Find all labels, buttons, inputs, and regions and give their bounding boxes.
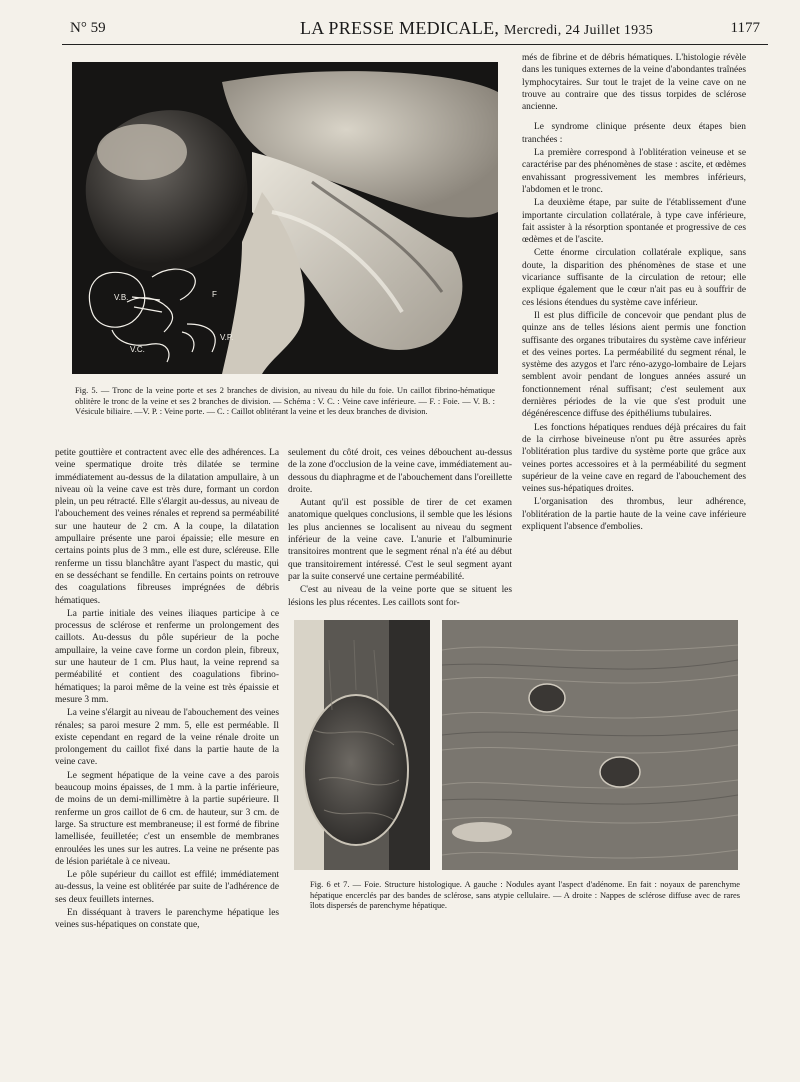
journal-name: LA PRESSE MEDICALE, xyxy=(300,18,500,38)
paragraph: més de fibrine et de débris hématiques. L'histologie révèle dans les tuniques externes de la veine d'abondantes traînées lymphocytaires. Sur tout le trajet de la veine cave on ne trouve au contraire que des tissus torpides de sclérose ancienne. xyxy=(522,53,746,113)
right-column xyxy=(522,52,746,534)
paragraph: seulement du côté droit, ces veines débouchent au-dessus de la zone d'occlusion de la veine cave, immédiatement au-dessous du diaphragme et de l'abouchement dans l'oreillette droite. xyxy=(288,448,512,495)
paragraph: La première correspond à l'oblitération veineuse et se caractérise par des phénomènes de stase : ascite, et œdèmes envahissant progressivement les membres inférieurs, l'abdomen et le tronc. xyxy=(522,148,746,195)
schema-label-vc: V.C. xyxy=(130,345,145,354)
figure-7-photo xyxy=(442,620,738,870)
paragraph: Le pôle supérieur du caillot est effilé; immédiatement au-dessus, la veine est oblitérée par suite de l'adhérence de ses deux feuillets internes. xyxy=(55,870,279,905)
schema-label-vp: V.P. xyxy=(220,333,234,342)
figure-6-7-caption: Fig. 6 et 7. — Foie. Structure histologique. A gauche : Nodules ayant l'aspect d'adénome. En fait : noyaux de parenchyme hépatique encerclés par des bandes de sclérose, sans atypie cellulaire. — A droite : Nappes de sclérose diffuse avec de rares îlots dispersés de parenchyme hépatique. xyxy=(310,880,740,911)
paragraph: Autant qu'il est possible de tirer de cet examen anatomique quelques conclusions, il semble que les lésions les plus anciennes se localisent au niveau du segment inférieur de la veine cave. L'anurie et l'albuminurie transitoires montrent que le segment rénal n'a été au début que transitoirement intéressé. C'est le seul segment ayant par la suite conservé une certaine perméabilité. xyxy=(288,498,512,582)
left-column xyxy=(55,447,279,933)
paragraph: Le syndrome clinique présente deux étapes bien tranchées : xyxy=(522,122,746,145)
figure-5-caption: Fig. 5. — Tronc de la veine porte et ses 2 branches de division, au niveau du hile du foie. Un caillot fibrino-hématique oblitère le tronc de la veine et ses 2 branches de division. — Schéma : V. C. : Veine cave inférieure. — F. : Foie. — V. B. : Vésicule biliaire. —V. P. : Veine porte. — C. : Caillot oblitérant la veine et les deux branches de division. xyxy=(75,386,495,417)
paragraph: La partie initiale des veines iliaques participe à ce processus de sclérose et renferme un prolongement des caillots. Au-dessus du pôle supérieur de la poche ampullaire, la veine cave forme un cordon plein, fibreux, sur une hauteur de 1 cm. Plus haut, la veine reprend sa perméabilité et contient des coagulations fibrino-hématiques; la paroi même de la veine est très épaissie et mesure 3 mm. xyxy=(55,608,279,705)
page-number: 1177 xyxy=(730,20,760,36)
figure-6-photo xyxy=(294,620,430,870)
schema-label-vb: V.B. xyxy=(114,293,129,302)
journal-title xyxy=(300,18,653,39)
issue-date: Mercredi, 24 Juillet 1935 xyxy=(504,23,654,38)
schema-label-f: F xyxy=(212,290,217,299)
paragraph: La veine s'élargit au niveau de l'abouchement des veines rénales; sa paroi mesure 2 mm. 5, elle est perméable. Il existe cependant en regard de la veine rénale droite un prolongement du caillot fixé dans la partie haute de la veine cave. xyxy=(55,708,279,768)
paragraph: Les fonctions hépatiques rendues déjà précaires du fait de la cirrhose biveineuse n'ont pu être assurées après l'oblitération plus tardive du système porte que grâce aux veines portes accessoires et à la perméabilité du segment supérieur de la veine cave en regard de l'abouchement des veines sus-hépatiques droites. xyxy=(522,422,746,495)
paragraph: La deuxième étape, par suite de l'établissement d'une importante circulation collatérale, à type cave inférieure, fait assister à la résorption spontanée et progressive de ces œdèmes et de l'ascite. xyxy=(522,198,746,246)
paragraph: Cette énorme circulation collatérale explique, sans doute, la disparition des phénomènes de stase et une vicariance suffisante de la circulation de retour; elle explique également que le cœur n'ait pas eu à souffrir de ces lésions étendues du système cave inférieur. xyxy=(522,248,746,308)
middle-column xyxy=(288,447,512,610)
paragraph: L'organisation des thrombus, leur adhérence, l'oblitération de la partie haute de la veine cave inférieure expliquent l'absence d'embolies. xyxy=(522,497,746,532)
paragraph: Il est plus difficile de concevoir que pendant plus de quinze ans de telles lésions aient permis une fonction suffisante des organes tributaires du système cave inférieur et des veines portes. La perméabilité du segment rénal, le système des azygos et l'arc réno-azygo-lombaire de Lejars semblent avoir pendant de longues années assuré un fonctionnement rénal suffisant; c'est seulement aux dernières périodes de la vie que s'est produit une dégénérescence diffuse des épithéliums tubulaires. xyxy=(522,310,746,420)
paragraph: En disséquant à travers le parenchyme hépatique les veines sus-hépatiques on constate que, xyxy=(55,907,279,931)
paragraph: Le segment hépatique de la veine cave a des parois beaucoup moins épaisses, de 1 mm. à la partie inférieure, de moins de un demi-millimètre à la partie supérieure. Il renferme un gros caillot de 6 cm. de hauteur, sur 3 cm. de large. Sa structure est membraneuse; il est formé de fibrine lamellisée, feuilletée; c'est un ensemble de membranes enroulées les unes sur les autres. La veine ne présente pas de lésion pariétale à ce niveau. xyxy=(55,770,279,867)
page-header xyxy=(62,18,768,42)
issue-number: N° 59 xyxy=(70,20,106,36)
paragraph: petite gouttière et contractent avec elle des adhérences. La veine spermatique droite très dilatée se termine immédiatement au-dessus de la dilatation ampullaire, à un niveau où la veine cave est très dure, formant un cordon plein, un peu rétracté. Elle s'élargit au-dessus, au niveau de l'abouchement des veines rénales et reprend sa perméabilité sur une hauteur de 2 cm. A la coupe, la dilatation ampullaire présente une paroi épaissie; elle mesure en certains points plus de 3 mm., elle est dure, scléreuse. Elle renferme un tissu blanchâtre ayant l'aspect du mastic, qui en se desséchant se fendille. En certains points on retrouve des coagulations fibreuses imprégnées de débris hématiques. xyxy=(55,448,279,606)
header-rule xyxy=(62,44,768,45)
figure-5-photo xyxy=(72,62,498,374)
paragraph: C'est au niveau de la veine porte que se situent les lésions les plus récentes. Les caillots sont for- xyxy=(288,585,512,608)
